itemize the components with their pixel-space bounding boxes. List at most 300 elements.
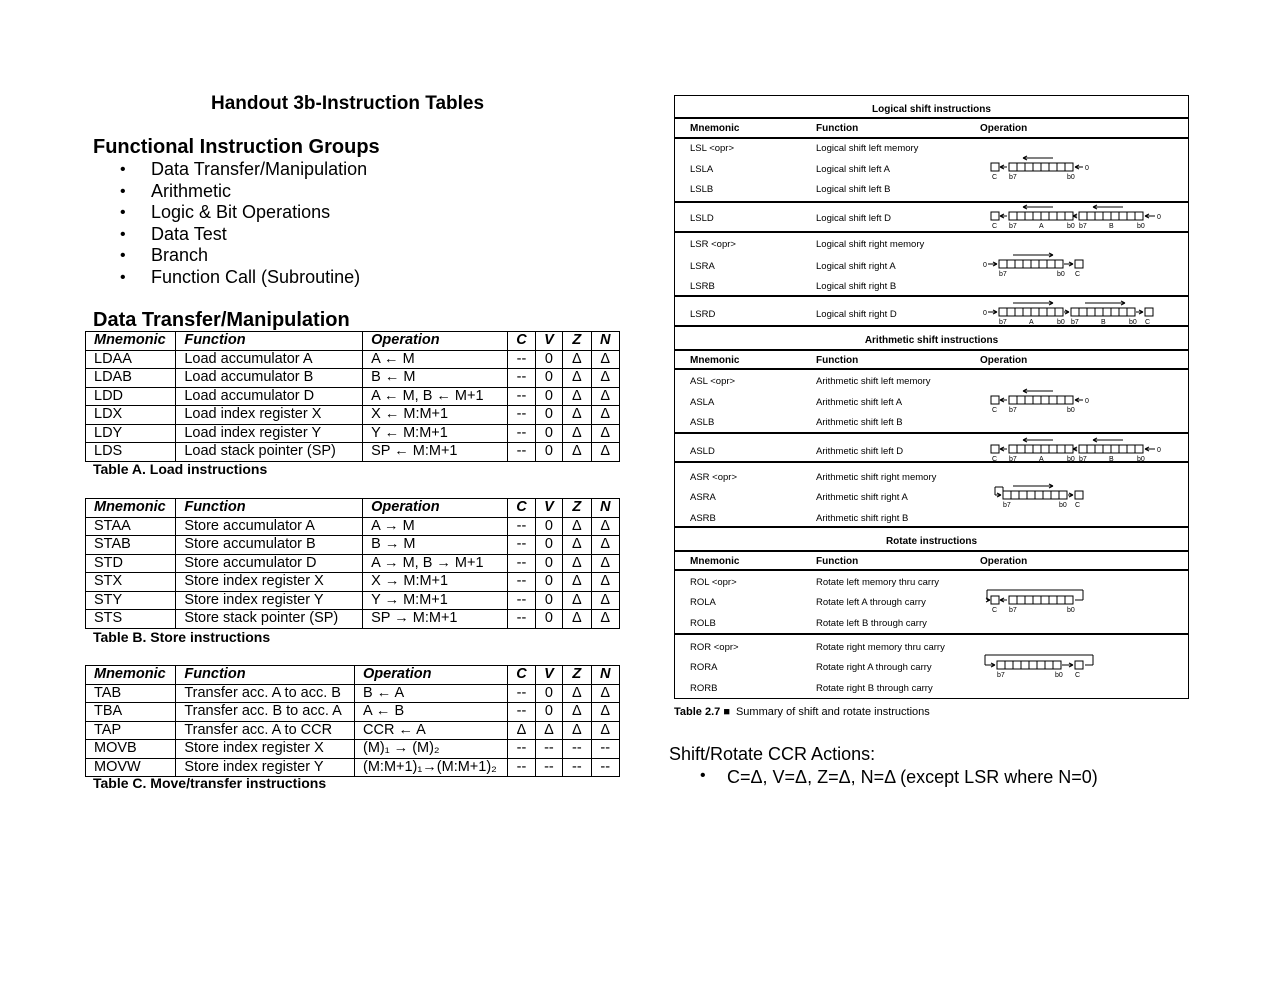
- carry-box: [991, 445, 999, 453]
- list-item: • Logic & Bit Operations: [120, 202, 367, 224]
- groups-heading: Functional Instruction Groups: [93, 136, 380, 158]
- bit-label: b7: [1009, 607, 1017, 614]
- operation-cell: A → M, B → M+1: [363, 554, 508, 573]
- v-flag-cell: 0: [535, 536, 562, 555]
- n-flag-cell: Δ: [591, 591, 619, 610]
- figure-function: Logical shift left memory: [816, 143, 919, 154]
- group-divider: [675, 231, 1188, 233]
- n-flag-cell: --: [591, 740, 619, 759]
- c-flag-cell: --: [508, 387, 535, 406]
- table-row: [86, 758, 620, 777]
- ccr-list: [700, 767, 1098, 788]
- n-flag-cell: Δ: [591, 443, 619, 462]
- n-flag-cell: --: [591, 758, 619, 777]
- figure-mnemonic: ASLA: [690, 397, 715, 408]
- operation-cell: A ← M: [363, 350, 508, 369]
- operation-cell: A ← B: [355, 703, 508, 722]
- mnemonic-cell: LDAA: [86, 350, 176, 369]
- mnemonic-cell: TAB: [86, 684, 176, 703]
- table-row: [86, 740, 620, 759]
- carry-label: C: [992, 407, 998, 414]
- bit-label: b7: [999, 271, 1007, 278]
- c-flag-cell: --: [508, 758, 535, 777]
- bit-label: b7: [1079, 456, 1087, 463]
- header-operation: Operation: [363, 332, 508, 351]
- table-row: [86, 406, 620, 425]
- function-cell: Load accumulator A: [176, 350, 363, 369]
- mnemonic-cell: TAP: [86, 721, 176, 740]
- zero-label: 0: [983, 310, 987, 317]
- table-row: [86, 573, 620, 592]
- group-divider: [675, 633, 1188, 635]
- operation-cell: B → M: [363, 536, 508, 555]
- header-v: V: [535, 666, 562, 685]
- operation-cell: (M)₁ → (M)₂: [355, 740, 508, 759]
- bit-label: b7: [1009, 407, 1017, 414]
- header-mnemonic: Mnemonic: [86, 499, 176, 518]
- mnemonic-cell: LDD: [86, 387, 176, 406]
- mnemonic-cell: LDX: [86, 406, 176, 425]
- col-header-operation: Operation: [980, 556, 1028, 567]
- mnemonic-cell: LDY: [86, 424, 176, 443]
- figure-function: Logical shift left D: [816, 213, 891, 224]
- mnemonic-cell: STY: [86, 591, 176, 610]
- function-cell: Load index register X: [176, 406, 363, 425]
- bit-label: b0: [1067, 407, 1075, 414]
- shl-diagram: [983, 388, 1173, 414]
- n-flag-cell: Δ: [591, 406, 619, 425]
- header-v: V: [535, 499, 562, 518]
- bit-label: b7: [1003, 502, 1011, 509]
- bit-label: b7: [999, 319, 1007, 326]
- figure-function: Logical shift left A: [816, 164, 890, 175]
- bit-label: b0: [1067, 223, 1075, 230]
- function-cell: Load index register Y: [176, 424, 363, 443]
- z-flag-cell: Δ: [563, 573, 591, 592]
- header-n: N: [591, 666, 619, 685]
- group-divider: [675, 569, 1188, 571]
- table-row: [86, 350, 620, 369]
- zero-label: 0: [983, 262, 987, 269]
- table-row: [86, 536, 620, 555]
- bit-label: b7: [997, 672, 1005, 679]
- col-header-function: Function: [816, 123, 859, 134]
- header-v: V: [535, 332, 562, 351]
- c-flag-cell: --: [508, 591, 535, 610]
- figure-function: Arithmetic shift left D: [816, 446, 904, 457]
- figure-mnemonic: LSL <opr>: [690, 143, 735, 154]
- operation-cell: CCR ← A: [355, 721, 508, 740]
- header-z: Z: [563, 332, 591, 351]
- carry-label: C: [992, 607, 998, 614]
- shl-diagram: [983, 155, 1173, 181]
- bit-label: b7: [1009, 456, 1017, 463]
- z-flag-cell: Δ: [563, 703, 591, 722]
- bit-label: b0: [1137, 223, 1145, 230]
- function-cell: Store accumulator A: [176, 517, 363, 536]
- shr-diagram: [983, 252, 1173, 278]
- bit-label: b0: [1067, 607, 1075, 614]
- table-row: [86, 387, 620, 406]
- bit-label: b0: [1137, 456, 1145, 463]
- mnemonic-cell: STX: [86, 573, 176, 592]
- n-flag-cell: Δ: [591, 684, 619, 703]
- table-row: [86, 443, 620, 462]
- carry-label: C: [992, 456, 998, 463]
- bit-label: b0: [1059, 502, 1067, 509]
- v-flag-cell: 0: [535, 591, 562, 610]
- rol-diagram: [983, 588, 1173, 614]
- n-flag-cell: Δ: [591, 554, 619, 573]
- v-flag-cell: 0: [535, 424, 562, 443]
- figure-function: Logical shift right B: [816, 281, 897, 292]
- table-a-caption: Table A. Load instructions: [93, 461, 268, 477]
- z-flag-cell: Δ: [563, 369, 591, 388]
- function-cell: Store index register X: [176, 740, 355, 759]
- header-mnemonic: Mnemonic: [86, 666, 176, 685]
- figure-function: Arithmetic shift left A: [816, 397, 903, 408]
- carry-box: [1075, 260, 1083, 268]
- table-row: [86, 369, 620, 388]
- carry-label: C: [992, 223, 998, 230]
- figure-function: Arithmetic shift right A: [816, 492, 908, 503]
- figure-function: Logical shift right A: [816, 261, 896, 272]
- asr-diagram: [983, 483, 1173, 509]
- figure-mnemonic: ROLB: [690, 618, 716, 629]
- table-header-row: [86, 332, 620, 351]
- z-flag-cell: Δ: [563, 350, 591, 369]
- table-row: [86, 721, 620, 740]
- table-b-caption: Table B. Store instructions: [93, 629, 271, 645]
- z-flag-cell: Δ: [563, 591, 591, 610]
- c-flag-cell: --: [508, 703, 535, 722]
- mnemonic-cell: MOVW: [86, 758, 176, 777]
- function-cell: Transfer acc. A to CCR: [176, 721, 355, 740]
- header-n: N: [591, 499, 619, 518]
- c-flag-cell: --: [508, 740, 535, 759]
- z-flag-cell: --: [563, 758, 591, 777]
- carry-box: [1075, 491, 1083, 499]
- group-divider: [675, 461, 1188, 463]
- header-operation: Operation: [355, 666, 508, 685]
- bit-label: b0: [1055, 672, 1063, 679]
- v-flag-cell: 0: [535, 573, 562, 592]
- figure-mnemonic: ASRA: [690, 492, 716, 503]
- figure-function: Logical shift left B: [816, 184, 891, 195]
- v-flag-cell: 0: [535, 703, 562, 722]
- ccr-heading: Shift/Rotate CCR Actions:: [669, 744, 876, 764]
- carry-box: [991, 212, 999, 220]
- section-title: Logical shift instructions: [872, 104, 991, 115]
- col-header-operation: Operation: [980, 123, 1028, 134]
- v-flag-cell: 0: [535, 517, 562, 536]
- bit-label: B: [1109, 456, 1114, 463]
- group-divider: [675, 432, 1188, 434]
- header-c: C: [508, 666, 535, 685]
- store-instructions-table: [85, 498, 620, 629]
- header-function: Function: [176, 499, 363, 518]
- header-function: Function: [176, 666, 355, 685]
- n-flag-cell: Δ: [591, 369, 619, 388]
- mnemonic-cell: TBA: [86, 703, 176, 722]
- operation-cell: SP → M:M+1: [363, 610, 508, 629]
- bit-label: A: [1039, 223, 1044, 230]
- z-flag-cell: Δ: [563, 443, 591, 462]
- figure-mnemonic: LSLD: [690, 213, 714, 224]
- function-cell: Store index register X: [176, 573, 363, 592]
- figure-function: Logical shift right memory: [816, 239, 925, 250]
- c-flag-cell: --: [508, 406, 535, 425]
- list-item: • C=Δ, V=Δ, Z=Δ, N=Δ (except LSR where N=0): [700, 767, 1098, 788]
- figure-caption: [674, 706, 930, 718]
- col-header-mnemonic: Mnemonic: [690, 556, 740, 567]
- v-flag-cell: 0: [535, 406, 562, 425]
- figure-mnemonic: LSRA: [690, 261, 715, 272]
- col-header-function: Function: [816, 556, 859, 567]
- bit-label: A: [1029, 319, 1034, 326]
- mnemonic-cell: MOVB: [86, 740, 176, 759]
- table-row: [86, 554, 620, 573]
- n-flag-cell: Δ: [591, 387, 619, 406]
- z-flag-cell: Δ: [563, 424, 591, 443]
- function-cell: Store stack pointer (SP): [176, 610, 363, 629]
- carry-box: [1145, 308, 1153, 316]
- c-flag-cell: --: [508, 350, 535, 369]
- list-item: • Arithmetic: [120, 181, 367, 203]
- move-instructions-table: [85, 665, 620, 777]
- bit-label: b0: [1129, 319, 1137, 326]
- figure-caption-label: Table 2.7 ■: [674, 706, 730, 718]
- mnemonic-cell: LDAB: [86, 369, 176, 388]
- operation-cell: SP ← M:M+1: [363, 443, 508, 462]
- function-cell: Load accumulator B: [176, 369, 363, 388]
- table-row: [86, 517, 620, 536]
- col-header-mnemonic: Mnemonic: [690, 123, 740, 134]
- z-flag-cell: Δ: [563, 406, 591, 425]
- operation-cell: A ← M, B ← M+1: [363, 387, 508, 406]
- figure-caption-text: Summary of shift and rotate instructions: [735, 706, 930, 718]
- mnemonic-cell: STS: [86, 610, 176, 629]
- c-flag-cell: Δ: [508, 721, 535, 740]
- c-flag-cell: --: [508, 424, 535, 443]
- z-flag-cell: Δ: [563, 387, 591, 406]
- z-flag-cell: Δ: [563, 684, 591, 703]
- n-flag-cell: Δ: [591, 350, 619, 369]
- operation-cell: (M:M+1)₁→(M:M+1)₂: [355, 758, 508, 777]
- groups-list: [120, 159, 367, 289]
- carry-box: [1075, 661, 1083, 669]
- figure-function: Arithmetic shift left B: [816, 417, 903, 428]
- function-cell: Load stack pointer (SP): [176, 443, 363, 462]
- figure-function: Arithmetic shift right B: [816, 513, 909, 524]
- c-flag-cell: --: [508, 536, 535, 555]
- function-cell: Transfer acc. A to acc. B: [176, 684, 355, 703]
- bit-label: b0: [1057, 271, 1065, 278]
- v-flag-cell: 0: [535, 387, 562, 406]
- function-cell: Store accumulator D: [176, 554, 363, 573]
- col-header-mnemonic: Mnemonic: [690, 355, 740, 366]
- carry-box: [991, 163, 999, 171]
- operation-cell: A → M: [363, 517, 508, 536]
- v-flag-cell: --: [535, 758, 562, 777]
- z-flag-cell: Δ: [563, 536, 591, 555]
- header-mnemonic: Mnemonic: [86, 332, 176, 351]
- group-divider: [675, 137, 1188, 139]
- shift-rotate-figure: [674, 95, 1189, 699]
- carry-label: C: [1145, 319, 1151, 326]
- operation-cell: B ← M: [363, 369, 508, 388]
- figure-mnemonic: LSLB: [690, 184, 714, 195]
- group-divider: [675, 368, 1188, 370]
- operation-cell: Y → M:M+1: [363, 591, 508, 610]
- list-item: • Function Call (Subroutine): [120, 267, 367, 289]
- section-divider: [675, 325, 1188, 327]
- function-cell: Load accumulator D: [176, 387, 363, 406]
- group-divider: [675, 295, 1188, 297]
- c-flag-cell: --: [508, 517, 535, 536]
- v-flag-cell: 0: [535, 684, 562, 703]
- header-c: C: [508, 332, 535, 351]
- z-flag-cell: Δ: [563, 554, 591, 573]
- figure-mnemonic: RORA: [690, 662, 718, 673]
- v-flag-cell: 0: [535, 369, 562, 388]
- c-flag-cell: --: [508, 684, 535, 703]
- bit-label: b0: [1067, 174, 1075, 181]
- header-z: Z: [563, 666, 591, 685]
- carry-label: C: [1075, 502, 1081, 509]
- z-flag-cell: Δ: [563, 610, 591, 629]
- operation-cell: B ← A: [355, 684, 508, 703]
- z-flag-cell: Δ: [563, 517, 591, 536]
- list-item: • Data Test: [120, 224, 367, 246]
- n-flag-cell: Δ: [591, 536, 619, 555]
- n-flag-cell: Δ: [591, 703, 619, 722]
- figure-function: Arithmetic shift right memory: [816, 472, 937, 483]
- mnemonic-cell: STAB: [86, 536, 176, 555]
- bit-label: b7: [1009, 223, 1017, 230]
- figure-mnemonic: LSR <opr>: [690, 239, 736, 250]
- c-flag-cell: --: [508, 554, 535, 573]
- figure-mnemonic: ASR <opr>: [690, 472, 737, 483]
- figure-mnemonic: ROL <opr>: [690, 577, 737, 588]
- figure-function: Rotate left memory thru carry: [816, 577, 940, 588]
- figure-mnemonic: ASLD: [690, 446, 715, 457]
- zero-label: 0: [1157, 214, 1161, 221]
- zero-label: 0: [1085, 398, 1089, 405]
- figure-function: Rotate right memory thru carry: [816, 642, 945, 653]
- function-cell: Transfer acc. B to acc. A: [176, 703, 355, 722]
- n-flag-cell: Δ: [591, 424, 619, 443]
- bit-label: b7: [1071, 319, 1079, 326]
- figure-function: Logical shift right D: [816, 309, 897, 320]
- figure-mnemonic: ROLA: [690, 597, 716, 608]
- figure-function: Rotate left A through carry: [816, 597, 926, 608]
- shld-diagram: [983, 437, 1173, 463]
- figure-mnemonic: ROR <opr>: [690, 642, 739, 653]
- bit-label: B: [1101, 319, 1106, 326]
- function-cell: Store accumulator B: [176, 536, 363, 555]
- n-flag-cell: Δ: [591, 721, 619, 740]
- function-cell: Store index register Y: [176, 758, 355, 777]
- shrd-diagram: [983, 300, 1173, 326]
- bit-label: b7: [1009, 174, 1017, 181]
- section-title: Rotate instructions: [885, 536, 978, 547]
- table-header-row: [86, 499, 620, 518]
- operation-cell: X → M:M+1: [363, 573, 508, 592]
- c-flag-cell: --: [508, 573, 535, 592]
- v-flag-cell: Δ: [535, 721, 562, 740]
- bit-label: A: [1039, 456, 1044, 463]
- figure-mnemonic: LSRD: [690, 309, 716, 320]
- header-operation: Operation: [363, 499, 508, 518]
- page-title: Handout 3b-Instruction Tables: [211, 93, 485, 114]
- carry-label: C: [1075, 271, 1081, 278]
- section-title: Arithmetic shift instructions: [864, 335, 999, 346]
- list-item: • Data Transfer/Manipulation: [120, 159, 367, 181]
- mnemonic-cell: STAA: [86, 517, 176, 536]
- header-z: Z: [563, 499, 591, 518]
- operation-cell: X ← M:M+1: [363, 406, 508, 425]
- col-header-function: Function: [816, 355, 859, 366]
- header-c: C: [508, 499, 535, 518]
- n-flag-cell: Δ: [591, 610, 619, 629]
- figure-function: Rotate right A through carry: [816, 662, 932, 673]
- figure-mnemonic: LSRB: [690, 281, 715, 292]
- table-header-row: [86, 666, 620, 685]
- carry-box: [991, 596, 999, 604]
- ror-diagram: [983, 653, 1173, 679]
- header-n: N: [591, 332, 619, 351]
- carry-box: [991, 396, 999, 404]
- shld-diagram: [983, 204, 1173, 230]
- figure-mnemonic: LSLA: [690, 164, 714, 175]
- section-divider: [675, 526, 1188, 528]
- zero-label: 0: [1157, 447, 1161, 454]
- table-c-caption: Table C. Move/transfer instructions: [93, 775, 327, 791]
- v-flag-cell: 0: [535, 350, 562, 369]
- col-header-operation: Operation: [980, 355, 1028, 366]
- table-row: [86, 424, 620, 443]
- z-flag-cell: Δ: [563, 721, 591, 740]
- figure-function: Rotate left B through carry: [816, 618, 927, 629]
- group-divider: [675, 201, 1188, 203]
- figure-mnemonic: RORB: [690, 683, 718, 694]
- v-flag-cell: --: [535, 740, 562, 759]
- function-cell: Store index register Y: [176, 591, 363, 610]
- figure-function: Arithmetic shift left memory: [816, 376, 931, 387]
- n-flag-cell: Δ: [591, 573, 619, 592]
- z-flag-cell: --: [563, 740, 591, 759]
- table-row: [86, 684, 620, 703]
- carry-label: C: [1075, 672, 1081, 679]
- bit-label: b0: [1057, 319, 1065, 326]
- figure-mnemonic: ASLB: [690, 417, 715, 428]
- header-rule: [675, 349, 1188, 351]
- v-flag-cell: 0: [535, 554, 562, 573]
- figure-mnemonic: ASRB: [690, 513, 716, 524]
- n-flag-cell: Δ: [591, 517, 619, 536]
- header-rule: [675, 550, 1188, 552]
- v-flag-cell: 0: [535, 610, 562, 629]
- load-instructions-table: [85, 331, 620, 462]
- operation-cell: Y ← M:M+1: [363, 424, 508, 443]
- table-row: [86, 703, 620, 722]
- figure-function: Rotate right B through carry: [816, 683, 933, 694]
- section-heading: Data Transfer/Manipulation: [93, 309, 350, 331]
- mnemonic-cell: STD: [86, 554, 176, 573]
- c-flag-cell: --: [508, 443, 535, 462]
- bit-label: b0: [1067, 456, 1075, 463]
